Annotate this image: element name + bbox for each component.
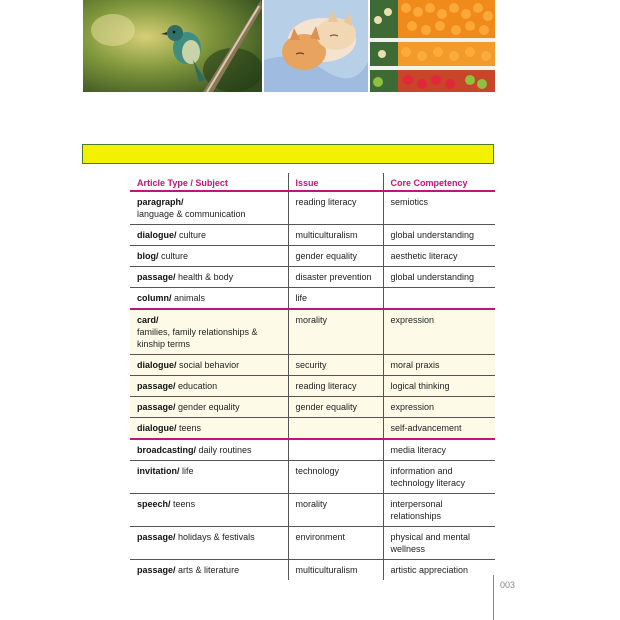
article-type: passage/	[137, 272, 176, 282]
article-type: speech/	[137, 499, 171, 509]
cell-competency: artistic appreciation	[383, 560, 495, 581]
cell-type-subject	[130, 267, 288, 288]
header-core-competency: Core Competency	[383, 173, 495, 191]
cell-competency: moral praxis	[383, 355, 495, 376]
article-type: invitation/	[137, 466, 180, 476]
cell-competency: expression	[383, 397, 495, 418]
fruit-market-photo	[370, 0, 495, 92]
table-row	[130, 527, 495, 560]
table-row	[130, 560, 495, 581]
cell-type-subject	[130, 397, 288, 418]
page-margin-rule	[493, 575, 494, 620]
cell-competency: media literacy	[383, 439, 495, 461]
kittens-photo	[264, 0, 368, 92]
subject: culture	[179, 230, 207, 240]
subject: culture	[161, 251, 189, 261]
subject: teens	[173, 499, 196, 509]
cell-issue: gender equality	[288, 246, 383, 267]
article-type: dialogue/	[137, 423, 177, 433]
subject: health & body	[178, 272, 234, 282]
table-row	[130, 288, 495, 310]
article-type: blog/	[137, 251, 159, 261]
cell-type-subject	[130, 246, 288, 267]
table-row	[130, 494, 495, 527]
header-article-type: Article Type / Subject	[130, 173, 288, 191]
subject: holidays & festivals	[178, 532, 255, 542]
article-type: dialogue/	[137, 360, 177, 370]
course-table	[130, 173, 495, 580]
subject: animals	[174, 293, 206, 303]
cell-type-subject	[130, 288, 288, 310]
table-row	[130, 267, 495, 288]
cell-competency: physical and mental wellness	[383, 527, 495, 560]
cell-issue	[288, 418, 383, 440]
cell-type-subject	[130, 355, 288, 376]
subject: education	[178, 381, 218, 391]
cell-issue: multiculturalism	[288, 560, 383, 581]
table-row	[130, 439, 495, 461]
cell-issue: security	[288, 355, 383, 376]
article-type: card/	[137, 315, 159, 325]
table-row	[130, 355, 495, 376]
article-type: broadcasting/	[137, 445, 197, 455]
cell-issue: multiculturalism	[288, 225, 383, 246]
table-row	[130, 418, 495, 440]
cell-type-subject	[130, 560, 288, 581]
cell-issue: environment	[288, 527, 383, 560]
table-row	[130, 225, 495, 246]
subject: life	[182, 466, 194, 476]
article-type: passage/	[137, 402, 176, 412]
table-header-row	[130, 173, 495, 191]
cell-competency: global understanding	[383, 225, 495, 246]
article-type: paragraph/	[137, 197, 184, 207]
cell-competency: semiotics	[383, 191, 495, 225]
table-row	[130, 191, 495, 225]
cell-type-subject	[130, 494, 288, 527]
cell-issue: gender equality	[288, 397, 383, 418]
page-number: 003	[500, 580, 516, 590]
cell-type-subject	[130, 376, 288, 397]
table-row	[130, 309, 495, 355]
article-type: column/	[137, 293, 172, 303]
table-row	[130, 376, 495, 397]
table-row	[130, 246, 495, 267]
cell-type-subject	[130, 309, 288, 355]
article-type: passage/	[137, 381, 176, 391]
bird-photo	[83, 0, 262, 92]
subject: social behavior	[179, 360, 240, 370]
cell-competency: global understanding	[383, 267, 495, 288]
cell-issue: reading literacy	[288, 191, 383, 225]
cell-issue: life	[288, 288, 383, 310]
article-type: dialogue/	[137, 230, 177, 240]
cell-issue: disaster prevention	[288, 267, 383, 288]
cell-issue: technology	[288, 461, 383, 494]
header-issue: Issue	[288, 173, 383, 191]
cell-competency: information and technology literacy	[383, 461, 495, 494]
cell-competency: aesthetic literacy	[383, 246, 495, 267]
cell-type-subject	[130, 191, 288, 225]
cell-type-subject	[130, 461, 288, 494]
article-type: passage/	[137, 565, 176, 575]
cell-issue: morality	[288, 309, 383, 355]
subject: language & communication	[137, 209, 246, 219]
article-type: passage/	[137, 532, 176, 542]
cell-competency: interpersonal relationships	[383, 494, 495, 527]
cell-competency: expression	[383, 309, 495, 355]
subject: families, family relationships & kinship terms	[137, 327, 258, 349]
cell-type-subject	[130, 527, 288, 560]
cell-competency: logical thinking	[383, 376, 495, 397]
cell-issue: morality	[288, 494, 383, 527]
table-row	[130, 397, 495, 418]
cell-competency	[383, 288, 495, 310]
subject: daily routines	[198, 445, 252, 455]
cell-issue	[288, 439, 383, 461]
cell-type-subject	[130, 418, 288, 440]
cell-type-subject	[130, 439, 288, 461]
table-row	[130, 461, 495, 494]
subject: gender equality	[178, 402, 240, 412]
cell-issue: reading literacy	[288, 376, 383, 397]
cell-competency: self-advancement	[383, 418, 495, 440]
cell-type-subject	[130, 225, 288, 246]
subject: teens	[179, 423, 202, 433]
title-banner	[82, 144, 494, 164]
subject: arts & literature	[178, 565, 240, 575]
